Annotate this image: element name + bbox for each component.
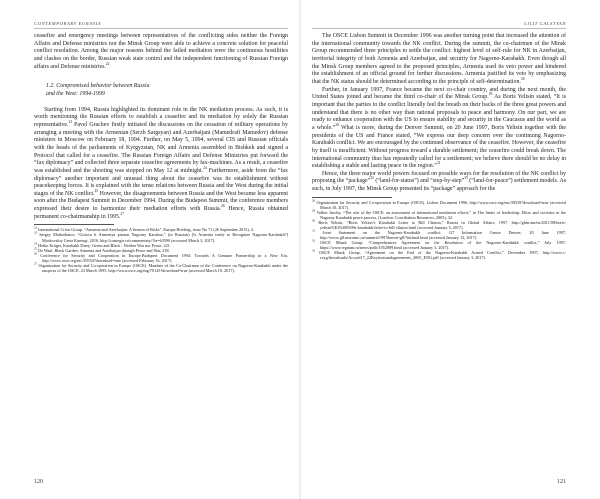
note-ref[interactable]: 26 bbox=[221, 204, 225, 209]
left-footnotes bbox=[34, 227, 288, 272]
page-number-left: 120 bbox=[34, 479, 43, 485]
footnote-rule bbox=[312, 197, 392, 198]
note-ref[interactable]: 30 bbox=[335, 122, 339, 127]
note-ref[interactable]: 23 bbox=[68, 119, 73, 124]
running-head-right: LILIT GALSTYAN bbox=[312, 4, 566, 29]
note-ref[interactable]: 29 bbox=[488, 92, 493, 97]
page-number-right: 121 bbox=[557, 479, 566, 485]
footnote: $^{25}$ De Waal, Black Garden: Armenia and Azerbaijan through Peace and War, 238. bbox=[34, 246, 170, 253]
note-ref[interactable]: 22 bbox=[105, 61, 110, 66]
footnote: $^{24}$ Heiko Krüger, Karabakh Diary: Green and Black : Neither War nor Peace, 221. bbox=[34, 241, 171, 248]
footnote: $^{28}$ Organization for Security and Co-operation in Europe (OSCE). Lisbon Document 1996, http://www.osce.org/mc/39539?download=true (accessed March 10, 2017). bbox=[312, 198, 566, 210]
left-body-2 bbox=[34, 107, 288, 222]
footnote: $^{31}$ Joint Statement on the Nagorno-Karabakh conflict. G7 Information Centre Denver, 20 June 1997, http://www.g8.utoronto.ca/summit/1997denver/g8/7nkfinal.html (accessed January 12, 2017). bbox=[312, 228, 566, 241]
note-ref[interactable]: 31 bbox=[436, 161, 441, 166]
left-paragraph-1: ceasefire and emergency meetings between representatives of the conflicting sides neither the Foreign Affairs and Defense ministries nor the Minsk Group were able to achieve a concrete solution for peaceful conflict resolution. Among the major reasons behind the failed mediation were the continuous hostilities and clashes on the border, Russian weak state control and the independent functioning of Russian Foreign affairs and Defense ministries.$^{22}$ bbox=[34, 33, 288, 70]
right-page bbox=[300, 0, 600, 499]
footnote: $^{29}$ Volker Jacoby, “The role of the OSCE: an assessment of international mediation efforts,” in The limits of leadership: Elites and societies in the Nagorny Karabakh peace process, (London: Conciliation Resources, 2005), 32. bbox=[312, 208, 566, 220]
right-body bbox=[312, 33, 566, 194]
footnote: $^{33}$ OSCE Minsk Group, “Agreement on the End of the Nagorno-Karabakh Armed Conflict,” December 1997, http://www.c-r.org/downloads/Accord17_22Keytextsandagreements_2005_ENG.pdf (accessed January 3, 2017). bbox=[312, 248, 566, 261]
footnote: $^{27}$ Organization for Security and Co-operation in Europe (OSCE). Mandate of the Co-Chairmen of the Conference on Nagorno-Karabakh under the auspices of the OSCE, 23 March 1995, http://www.osce.org/mg/70125?download=true (accessed March 10, 2017). bbox=[34, 261, 288, 273]
note-ref[interactable]: 28 bbox=[520, 76, 525, 81]
note-ref[interactable]: 24 bbox=[203, 165, 207, 170]
left-body bbox=[34, 33, 288, 71]
note-ref[interactable]: 32 bbox=[370, 176, 374, 181]
footnote: $^{22}$ International Crisis Group. “Armenia and Azerbaijan: A Season of Risks”. Europe Briefing, issue No 71 (26 September 2013), 4. bbox=[34, 226, 255, 233]
right-footnotes bbox=[312, 200, 566, 261]
right-paragraph-2: Further, in January 1997, France became the next co-chair country, and during the next month, the United States joined and became the third co-chair of the Minsk Group.$^{29}$ As Boris Yeltsin stated, “It is important that the parties to the conflict literally feel the breath on their backs of the three great powers and understand that there is no other way than rational proposals to peace and harmony. On our part, we are ready to enhance cooperation with the US to ensure stability and security in the Caucasus and the world as a whole.”$^{30}$ What is more, during the Denver Summit, on 20 June 1997, Boris Yeltsin together with the presidents of the US and France stated, “We express our deep concern over the continuing Nagorno-Karabakh conflict. We are encouraged by the continued observance of the ceasefire. However, the ceasefire by itself is insufficient. Without progress toward a durable settlement; the ceasefire could break down. The international community thus has repeatedly called for a settlement; we believe there should be no delay in establishing a stable and lasting peace in the region.”$^{31}$ bbox=[312, 86, 566, 170]
footnote: $^{32}$ OSCE Minsk Group. “Comprehensive Agreement on the Resolution of the Nagorno-Karabakh conflict,” July 1997, https://www.regnum.ru/news/polit/1052089.html (accessed January 3, 2017). bbox=[312, 238, 567, 251]
footnote: $^{30}$ Boris Yeltsin, “Boris Yeltsin’s Karabakh Letter to Bill Clinton,” Russia in Global Affairs, 1997, http://ghm.am/en/2011/08/boris-yeltsin%E2%80%99s-karabakh-letter-to-bill-clinton.html (accessed January 3, 2017). bbox=[312, 218, 566, 231]
right-paragraph-3: Hence, the three major world powers focused on possible ways for the resolution of the NK conflict by proposing the “package”$^{32}$ (“land-for-status”) and “step-by-step”$^{33}$ (“land-for-peace”) settlement models. As such, in July 1997, the Minsk Group presented its “package” approach for the bbox=[312, 170, 566, 193]
note-ref[interactable]: 27 bbox=[120, 211, 124, 216]
note-ref[interactable]: 33 bbox=[464, 176, 468, 181]
running-head-left: CONTEMPORARY EURASIA bbox=[34, 4, 288, 29]
left-paragraph-2: Starting from 1994, Russia highlighted its dominant role in the NK mediation process. As such, it is worth mentioning the Russian efforts to establish a ceasefire and its mediation by solely the Russian representative.$^{23}$ Pavel Grachev firstly initiated the discussions on the cessation of military operations by arranging a meeting with the Armenian (Serzh Sargsyan) and Azerbaijani (Mamedrafi Mamedov) defense ministers in Moscow on February 18, 1994. Further, on May 5, 1994, several CIS and Russian officials with the heads of the parliaments of Kyrgyzstan, NK and Armenia assembled in Bishkek and signed a Protocol that called for a ceasefire. The Russian Foreign Affairs and Defense Ministries put forward the “fax diplomacy” and collected three separate ceasefire agreements by fax-machines. As a result, a ceasefire was established and the shooting was stopped on May 12 at midnight.$^{24}$ Furthermore, aside from the “fax diplomacy” another important and unusual thing about the ceasefire was its establishment without peacekeeping forces. It is explained with the tense relations between Russia and the West during the initial stages of the NK conflict.$^{25}$ However, the disagreements between Russia and the West became less apparent soon after the Budapest Summit in December 1994. During the Budapest Summit, the conference members expressed their desire to harmonize their mediation efforts with Russia.$^{26}$ Hence, Russia obtained permanent co-chairmanship in 1995.27 bbox=[34, 106, 288, 220]
note-ref[interactable]: 25 bbox=[94, 188, 99, 193]
section-title: 1.2. Compromised behavior between Russia and the West: 1994-1999 bbox=[46, 83, 150, 97]
footnote: $^{26}$ Conference for Security and Cooperation in Europe.Budapest Document 1994: Towards A Genuine Partnership in a New Era, http://www.osce.org/mc/39554?download=true (accessed February 16, 2017). bbox=[34, 251, 288, 263]
footnote: $^{23}$ Sergey Markedonov, “Gotova li Armeniya priznat Nagorny Karabax,” (in Russian) [Is Armenia ready to Recognize Nagorno-Karabakh?] Moskovskiy Centr Karnegi, 2016, http://carnegie.ru/commentary/?fa=63590 (accessed March 3, 2017). bbox=[34, 231, 288, 243]
right-paragraph-1: The OSCE Lisbon Summit in December 1996 was another turning point that increased the attention of the international community towards the NK conflict. During the summit, the co-chairmen of the Minsk Group recommended three principles to settle the conflict: highest level of self-rule for NK in Azerbaijan, territorial integrity of both Armenia and Azerbaijan, and security for Nagorno-Karabakh. Even though all the Minsk Group members agreed to the proposed principles, Armenia used its veto power and hindered the establishment of an official ground for further discussions. Armenia justified its veto by emphasizing that the NK status should be determined according to the principle of self-determination.$^{28}$ bbox=[312, 33, 566, 85]
footnote-rule bbox=[34, 224, 114, 225]
